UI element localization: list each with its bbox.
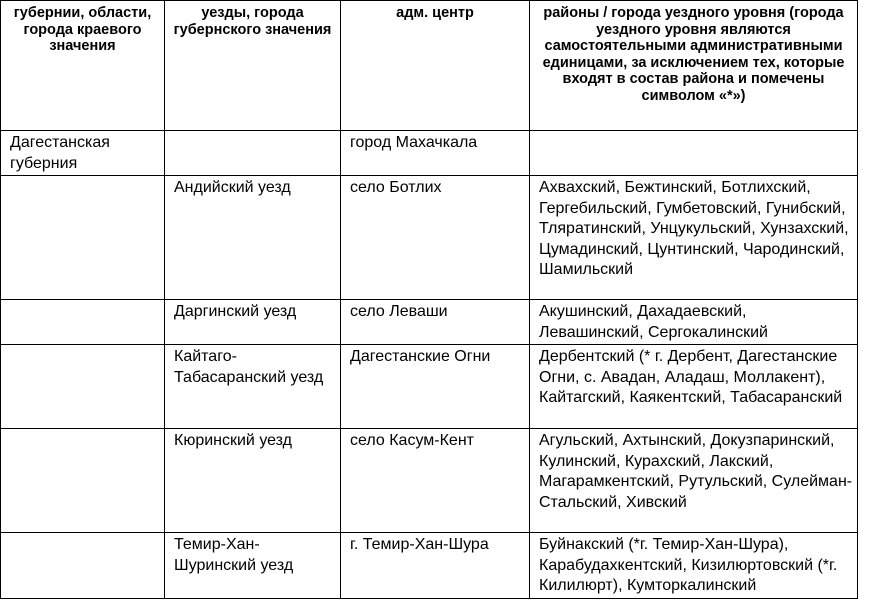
governorate-cell: Дагестанская губерния bbox=[1, 131, 165, 176]
uezd-cell: Кайтаго-Табасаранский уезд bbox=[165, 345, 341, 429]
governorate-cell bbox=[1, 345, 165, 429]
uezd-cell bbox=[165, 131, 341, 176]
table-row bbox=[1, 176, 858, 300]
governorate-cell bbox=[1, 429, 165, 533]
admin-center-cell: Дагестанские Огни bbox=[341, 345, 530, 429]
header-governorates: губернии, области, города краевого значения bbox=[1, 1, 165, 131]
table-row bbox=[1, 345, 858, 429]
header-row bbox=[1, 1, 858, 131]
districts-cell: Дербентский (* г. Дербент, Дагестанские Огни, с. Авадан, Аладаш, Моллакент), Кайтагский, Каякентский, Табасаранский bbox=[530, 345, 858, 429]
admin-center-cell: село Леваши bbox=[341, 300, 530, 345]
admin-center-cell: город Махачкала bbox=[341, 131, 530, 176]
districts-cell: Акушинский, Дахадаевский, Левашинский, Сергокалинский bbox=[530, 300, 858, 345]
districts-cell bbox=[530, 131, 858, 176]
uezd-cell: Кюринский уезд bbox=[165, 429, 341, 533]
districts-cell: Буйнакский (*г. Темир-Хан-Шура), Карабудахкентский, Кизилюртовский (*г. Килилюрт), Кумторкалинский bbox=[530, 533, 858, 599]
table-row bbox=[1, 131, 858, 176]
header-uezds: уезды, города губернского значения bbox=[165, 1, 341, 131]
governorate-cell bbox=[1, 300, 165, 345]
admin-center-cell: село Ботлих bbox=[341, 176, 530, 300]
governorate-cell bbox=[1, 533, 165, 599]
table-header bbox=[1, 1, 858, 131]
districts-cell: Ахвахский, Бежтинский, Ботлихский, Гергебильский, Гумбетовский, Гунибский, Тляратинский, Унцукульский, Хунзахский, Цумадинский, Цунтинский, Чародинский, Шамильский bbox=[530, 176, 858, 300]
uezd-cell: Даргинский уезд bbox=[165, 300, 341, 345]
admin-center-cell: г. Темир-Хан-Шура bbox=[341, 533, 530, 599]
table-body bbox=[1, 131, 858, 599]
governorate-cell bbox=[1, 176, 165, 300]
header-admin-center: адм. центр bbox=[341, 1, 530, 131]
uezd-cell: Андийский уезд bbox=[165, 176, 341, 300]
table-row bbox=[1, 533, 858, 599]
table-row bbox=[1, 300, 858, 345]
uezd-cell: Темир-Хан-Шуринский уезд bbox=[165, 533, 341, 599]
districts-cell: Агульский, Ахтынский, Докузпаринский, Кулинский, Курахский, Лакский, Магарамкентский, Рутульский, Сулейман-Стальский, Хивский bbox=[530, 429, 858, 533]
table-row bbox=[1, 429, 858, 533]
admin-center-cell: село Касум-Кент bbox=[341, 429, 530, 533]
header-districts: районы / города уездного уровня (города уездного уровня являются самостоятельными административными единицами, за исключением тех, которые входят в состав района и помечены символом «*») bbox=[530, 1, 858, 131]
